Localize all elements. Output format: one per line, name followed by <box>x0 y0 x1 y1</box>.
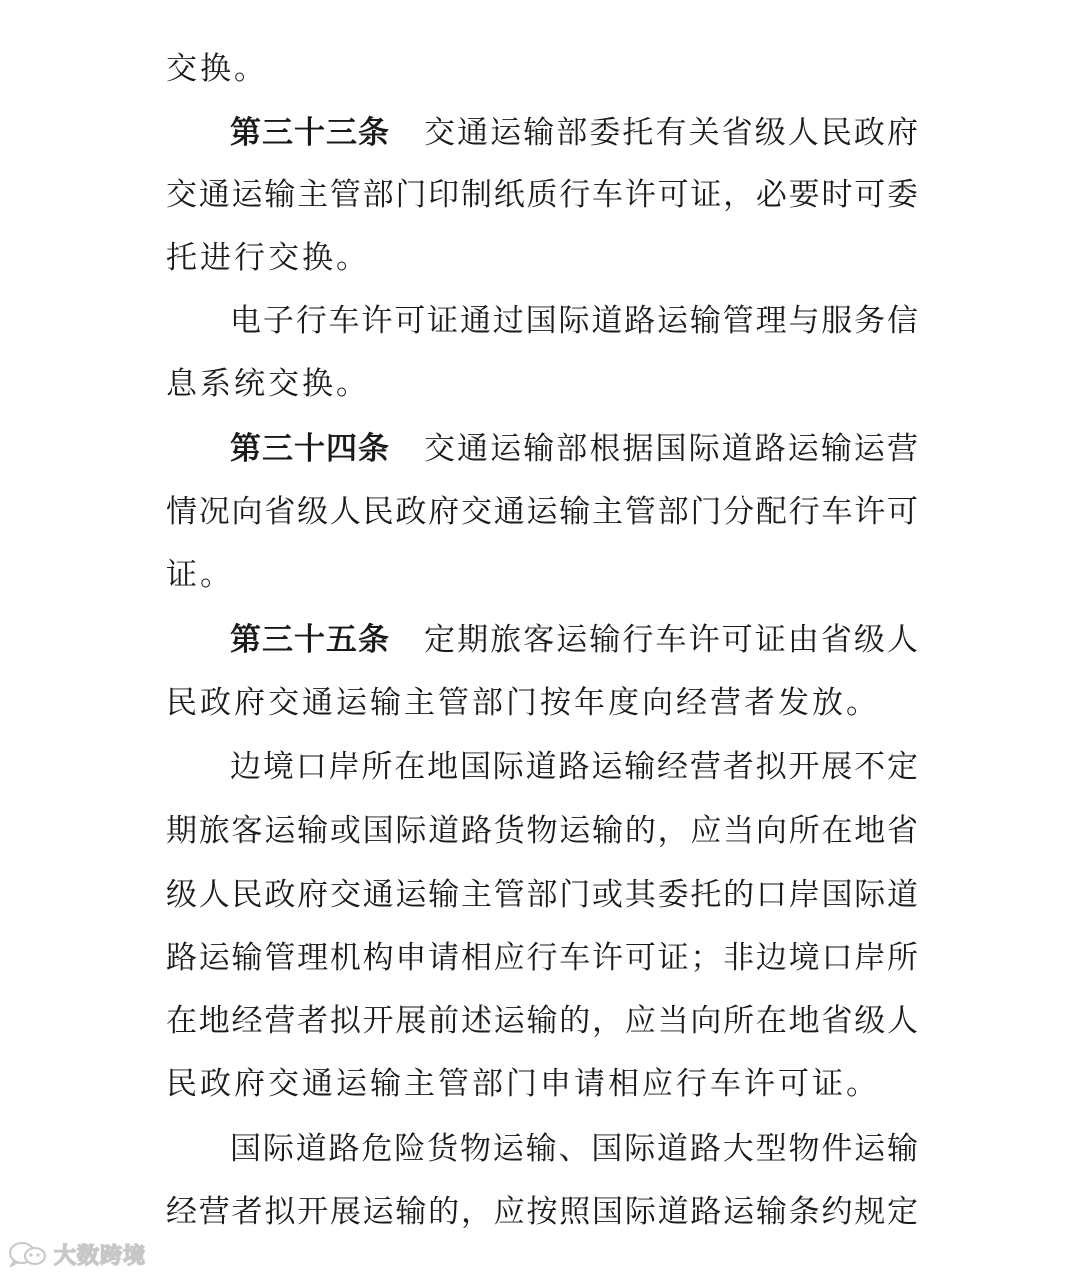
article-heading: 第三十四条 <box>230 431 390 467</box>
article-line <box>230 418 918 480</box>
text-segment: 交通运输部根据国际道路运输运营 <box>424 431 918 467</box>
text-line: 交通运输主管部门印制纸质行车许可证，必要时可委 <box>166 177 918 213</box>
article-line <box>230 102 918 164</box>
text-line: 民政府交通运输主管部门申请相应行车许可证。 <box>166 1066 880 1102</box>
watermark-text: 大数跨境 <box>54 1243 147 1269</box>
text-line: 路运输管理机构申请相应行车许可证；非边境口岸所 <box>166 940 918 976</box>
text-line: 电子行车许可证通过国际道路运输管理与服务信 <box>230 303 918 339</box>
text-line: 交换。 <box>166 51 268 87</box>
text-line: 息系统交换。 <box>166 366 370 402</box>
text-line: 在地经营者拟开展前述运输的，应当向所在地省级人 <box>166 1003 918 1039</box>
text-line: 级人民政府交通运输主管部门或其委托的口岸国际道 <box>166 877 918 913</box>
text-line: 证。 <box>166 557 234 593</box>
text-line: 边境口岸所在地国际道路运输经营者拟开展不定 <box>230 749 918 785</box>
text-line: 期旅客运输或国际道路货物运输的，应当向所在地省 <box>166 813 918 849</box>
text-line: 民政府交通运输主管部门按年度向经营者发放。 <box>166 685 880 721</box>
text-line: 经营者拟开展运输的，应按照国际道路运输条约规定 <box>166 1194 918 1230</box>
wechat-bubble-logo-icon <box>8 1241 48 1267</box>
text-segment: 交通运输部委托有关省级人民政府 <box>424 115 918 151</box>
text-line: 托进行交换。 <box>166 240 370 276</box>
text-segment: 定期旅客运输行车许可证由省级人 <box>424 622 918 658</box>
article-heading: 第三十三条 <box>230 115 390 151</box>
article-heading: 第三十五条 <box>230 622 390 658</box>
text-line: 情况向省级人民政府交通运输主管部门分配行车许可 <box>166 494 918 530</box>
text-line: 国际道路危险货物运输、国际道路大型物件运输 <box>230 1131 918 1167</box>
article-line <box>230 609 918 671</box>
watermark <box>8 1238 146 1270</box>
